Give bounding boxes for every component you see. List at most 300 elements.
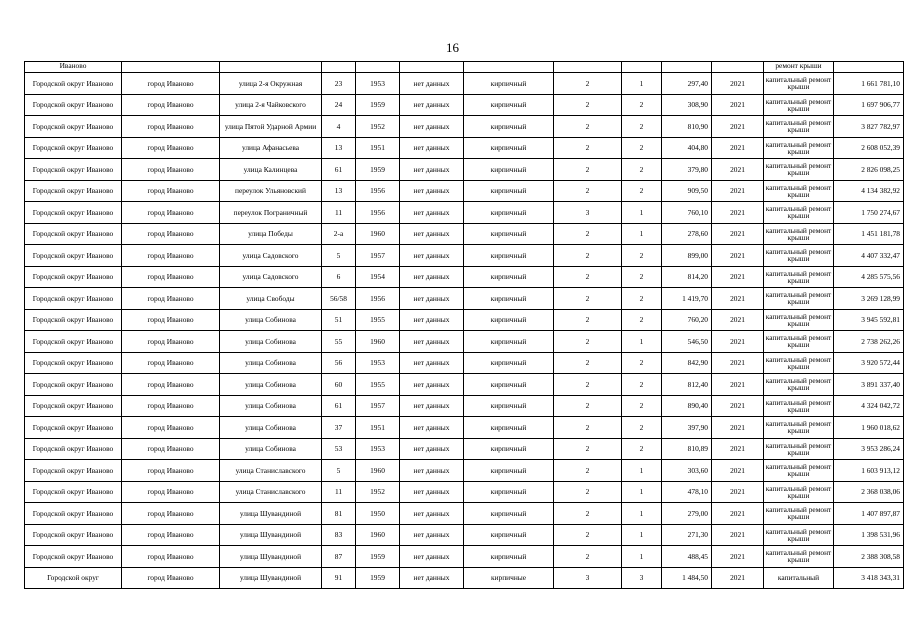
cell-cost: 1 750 274,67 — [834, 202, 904, 224]
cell-cost: 1 398 531,96 — [834, 524, 904, 546]
cell-repair: капитальный ремонт крыши — [764, 159, 834, 181]
cell-series: нет данных — [400, 352, 464, 374]
cell-repair: капитальный ремонт крыши — [764, 202, 834, 224]
cell-street: улица Станиславского — [220, 460, 322, 482]
cell-series: нет данных — [400, 438, 464, 460]
cell-city: город Иваново — [122, 417, 220, 439]
cell-street — [220, 62, 322, 73]
cell-wall: кирпичный — [464, 503, 554, 525]
table-row-continued — [25, 62, 904, 73]
cell-year: 1953 — [356, 438, 400, 460]
cell-repair: капитальный ремонт крыши — [764, 438, 834, 460]
table-row-last — [25, 567, 904, 589]
cell-year: 1960 — [356, 524, 400, 546]
cell-street: улица Шувандиной — [220, 546, 322, 568]
cell-city: город Иваново — [122, 374, 220, 396]
cell-city: город Иваново — [122, 116, 220, 138]
cell-cost: 2 388 308,58 — [834, 546, 904, 568]
cell-cost: 4 407 332,47 — [834, 245, 904, 267]
cell-repair: капитальный ремонт крыши — [764, 223, 834, 245]
cell-floors: 2 — [554, 331, 622, 353]
cell-plan-year: 2021 — [712, 137, 764, 159]
cell-house: 37 — [322, 417, 356, 439]
cell-city: город Иваново — [122, 94, 220, 116]
cell-street: улица 2-я Окружная — [220, 73, 322, 95]
cell-house: 5 — [322, 245, 356, 267]
cell-year: 1960 — [356, 331, 400, 353]
cell-district: Городской округ Иваново — [25, 245, 122, 267]
cell-series: нет данных — [400, 159, 464, 181]
cell-repair: капитальный ремонт крыши — [764, 331, 834, 353]
cell-year: 1959 — [356, 546, 400, 568]
cell-wall: кирпичный — [464, 309, 554, 331]
cell-cost: 3 418 343,31 — [834, 567, 904, 589]
cell-repair: капитальный ремонт крыши — [764, 245, 834, 267]
table-row — [25, 331, 904, 353]
table-row — [25, 159, 904, 181]
cell-district: Городской округ Иваново — [25, 417, 122, 439]
cell-year: 1959 — [356, 159, 400, 181]
cell-district: Городской округ — [25, 567, 122, 589]
cell-plan-year: 2021 — [712, 567, 764, 589]
cell-city: город Иваново — [122, 481, 220, 503]
cell-wall: кирпичный — [464, 481, 554, 503]
cell-house: 56 — [322, 352, 356, 374]
cell-district: Городской округ Иваново — [25, 180, 122, 202]
cell-area: 308,90 — [662, 94, 712, 116]
cell-wall: кирпичный — [464, 546, 554, 568]
cell-area: 760,20 — [662, 309, 712, 331]
cell-series: нет данных — [400, 546, 464, 568]
cell-cost: 4 134 382,92 — [834, 180, 904, 202]
cell-year: 1955 — [356, 374, 400, 396]
table-row — [25, 546, 904, 568]
cell-entrances: 1 — [622, 202, 662, 224]
cell-street: улица Свободы — [220, 288, 322, 310]
cell-house: 24 — [322, 94, 356, 116]
cell-district: Городской округ Иваново — [25, 503, 122, 525]
cell-plan-year: 2021 — [712, 417, 764, 439]
cell-house: 5 — [322, 460, 356, 482]
cell-floors: 2 — [554, 116, 622, 138]
cell-district: Городской округ Иваново — [25, 524, 122, 546]
cell-street: переулок Ульяновский — [220, 180, 322, 202]
cell-area: 271,30 — [662, 524, 712, 546]
cell-floors — [554, 62, 622, 73]
cell-entrances: 2 — [622, 374, 662, 396]
cell-district: Городской округ Иваново — [25, 309, 122, 331]
cell-city: город Иваново — [122, 395, 220, 417]
cell-street: улица Шувандиной — [220, 503, 322, 525]
cell-plan-year: 2021 — [712, 288, 764, 310]
cell-floors: 2 — [554, 546, 622, 568]
cell-area: 478,10 — [662, 481, 712, 503]
cell-series: нет данных — [400, 417, 464, 439]
cell-area: 842,90 — [662, 352, 712, 374]
cell-city: город Иваново — [122, 202, 220, 224]
cell-street: улица Собинова — [220, 352, 322, 374]
cell-floors: 3 — [554, 202, 622, 224]
cell-street: улица Шувандиной — [220, 567, 322, 589]
cell-district: Городской округ Иваново — [25, 481, 122, 503]
cell-series: нет данных — [400, 202, 464, 224]
cell-year: 1957 — [356, 245, 400, 267]
cell-repair: капитальный ремонт крыши — [764, 417, 834, 439]
cell-cost — [834, 62, 904, 73]
cell-series: нет данных — [400, 288, 464, 310]
cell-city: город Иваново — [122, 288, 220, 310]
cell-street: улица Собинова — [220, 395, 322, 417]
cell-entrances: 2 — [622, 288, 662, 310]
cell-house: 4 — [322, 116, 356, 138]
cell-street: улица Садовского — [220, 245, 322, 267]
cell-entrances: 2 — [622, 266, 662, 288]
cell-series: нет данных — [400, 73, 464, 95]
cell-repair: капитальный ремонт крыши — [764, 309, 834, 331]
cell-cost: 1 960 018,62 — [834, 417, 904, 439]
cell-plan-year: 2021 — [712, 352, 764, 374]
cell-entrances: 2 — [622, 94, 662, 116]
cell-entrances: 2 — [622, 395, 662, 417]
cell-series: нет данных — [400, 137, 464, 159]
cell-series: нет данных — [400, 331, 464, 353]
cell-floors: 2 — [554, 245, 622, 267]
cell-city: город Иваново — [122, 73, 220, 95]
cell-wall: кирпичный — [464, 352, 554, 374]
cell-series: нет данных — [400, 481, 464, 503]
cell-house: 56/58 — [322, 288, 356, 310]
cell-house: 23 — [322, 73, 356, 95]
cell-repair: капитальный ремонт крыши — [764, 395, 834, 417]
cell-repair: капитальный ремонт крыши — [764, 73, 834, 95]
table-row — [25, 137, 904, 159]
cell-wall: кирпичный — [464, 223, 554, 245]
cell-year: 1954 — [356, 266, 400, 288]
cell-wall: кирпичные — [464, 567, 554, 589]
cell-city: город Иваново — [122, 524, 220, 546]
cell-area: 812,40 — [662, 374, 712, 396]
cell-floors: 2 — [554, 309, 622, 331]
cell-street: улица Шувандиной — [220, 524, 322, 546]
cell-district: Городской округ Иваново — [25, 223, 122, 245]
cell-street: улица Калинцева — [220, 159, 322, 181]
cell-plan-year: 2021 — [712, 73, 764, 95]
table-row — [25, 503, 904, 525]
cell-wall: кирпичный — [464, 395, 554, 417]
cell-cost: 2 738 262,26 — [834, 331, 904, 353]
cell-cost: 3 891 337,40 — [834, 374, 904, 396]
cell-area — [662, 62, 712, 73]
cell-street: улица Станиславского — [220, 481, 322, 503]
cell-city: город Иваново — [122, 503, 220, 525]
cell-floors: 2 — [554, 159, 622, 181]
cell-district: Городской округ Иваново — [25, 374, 122, 396]
table-row — [25, 395, 904, 417]
cell-series: нет данных — [400, 567, 464, 589]
cell-wall: кирпичный — [464, 245, 554, 267]
cell-year: 1952 — [356, 481, 400, 503]
cell-year: 1957 — [356, 395, 400, 417]
cell-year: 1951 — [356, 417, 400, 439]
cell-entrances: 2 — [622, 159, 662, 181]
cell-wall: кирпичный — [464, 288, 554, 310]
cell-area: 379,80 — [662, 159, 712, 181]
cell-floors: 2 — [554, 460, 622, 482]
cell-area: 810,90 — [662, 116, 712, 138]
cell-district: Городской округ Иваново — [25, 331, 122, 353]
cell-series: нет данных — [400, 503, 464, 525]
cell-city: город Иваново — [122, 159, 220, 181]
cell-year: 1951 — [356, 137, 400, 159]
cell-wall: кирпичный — [464, 331, 554, 353]
table-row — [25, 374, 904, 396]
table-row — [25, 288, 904, 310]
table-row — [25, 460, 904, 482]
cell-floors: 2 — [554, 438, 622, 460]
cell-repair: капитальный ремонт крыши — [764, 524, 834, 546]
cell-plan-year: 2021 — [712, 481, 764, 503]
cell-city: город Иваново — [122, 460, 220, 482]
table-row — [25, 266, 904, 288]
cell-cost: 3 920 572,44 — [834, 352, 904, 374]
cell-repair: капитальный ремонт крыши — [764, 266, 834, 288]
cell-plan-year: 2021 — [712, 374, 764, 396]
cell-house: 55 — [322, 331, 356, 353]
cell-floors: 2 — [554, 503, 622, 525]
cell-district: Городской округ Иваново — [25, 460, 122, 482]
cell-series: нет данных — [400, 374, 464, 396]
cell-entrances: 1 — [622, 460, 662, 482]
cell-cost: 3 269 128,99 — [834, 288, 904, 310]
cell-plan-year: 2021 — [712, 94, 764, 116]
cell-plan-year: 2021 — [712, 202, 764, 224]
cell-street: улица Пятой Ударной Армии — [220, 116, 322, 138]
cell-street: улица Собинова — [220, 417, 322, 439]
cell-wall: кирпичный — [464, 374, 554, 396]
cell-entrances: 2 — [622, 116, 662, 138]
cell-city: город Иваново — [122, 309, 220, 331]
cell-plan-year: 2021 — [712, 331, 764, 353]
cell-repair: капитальный ремонт крыши — [764, 180, 834, 202]
cell-area: 546,50 — [662, 331, 712, 353]
cell-repair: капитальный ремонт крыши — [764, 94, 834, 116]
cell-cost: 3 953 286,24 — [834, 438, 904, 460]
cell-year: 1959 — [356, 94, 400, 116]
table-row — [25, 524, 904, 546]
cell-series: нет данных — [400, 180, 464, 202]
cell-floors: 3 — [554, 567, 622, 589]
cell-district: Городской округ Иваново — [25, 116, 122, 138]
cell-wall: кирпичный — [464, 460, 554, 482]
cell-area: 397,90 — [662, 417, 712, 439]
cell-plan-year: 2021 — [712, 438, 764, 460]
cell-repair: капитальный ремонт крыши — [764, 546, 834, 568]
cell-year: 1956 — [356, 288, 400, 310]
cell-year: 1960 — [356, 223, 400, 245]
table-row — [25, 180, 904, 202]
cell-street: улица Собинова — [220, 374, 322, 396]
cell-plan-year: 2021 — [712, 309, 764, 331]
cell-street: улица Садовского — [220, 266, 322, 288]
cell-house: 61 — [322, 395, 356, 417]
cell-street: улица Победы — [220, 223, 322, 245]
cell-floors: 2 — [554, 288, 622, 310]
cell-series: нет данных — [400, 94, 464, 116]
cell-area: 810,89 — [662, 438, 712, 460]
cell-series: нет данных — [400, 309, 464, 331]
cell-plan-year: 2021 — [712, 223, 764, 245]
cell-street: улица Собинова — [220, 331, 322, 353]
cell-cost: 1 451 181,78 — [834, 223, 904, 245]
cell-floors: 2 — [554, 137, 622, 159]
cell-cost: 4 285 575,56 — [834, 266, 904, 288]
cell-year: 1960 — [356, 460, 400, 482]
cell-entrances: 2 — [622, 245, 662, 267]
cell-cost: 2 608 052,39 — [834, 137, 904, 159]
cell-series — [400, 62, 464, 73]
cell-house: 13 — [322, 137, 356, 159]
cell-entrances: 1 — [622, 503, 662, 525]
cell-city: город Иваново — [122, 352, 220, 374]
cell-repair: капитальный ремонт крыши — [764, 374, 834, 396]
cell-plan-year: 2021 — [712, 180, 764, 202]
cell-series: нет данных — [400, 524, 464, 546]
cell-entrances: 2 — [622, 417, 662, 439]
cell-house: 83 — [322, 524, 356, 546]
cell-wall: кирпичный — [464, 159, 554, 181]
cell-plan-year: 2021 — [712, 159, 764, 181]
cell-city: город Иваново — [122, 546, 220, 568]
cell-wall: кирпичный — [464, 438, 554, 460]
cell-plan-year: 2021 — [712, 266, 764, 288]
cell-cost: 4 324 042,72 — [834, 395, 904, 417]
cell-cost: 2 368 038,06 — [834, 481, 904, 503]
cell-district: Городской округ Иваново — [25, 546, 122, 568]
cell-street: улица Собинова — [220, 438, 322, 460]
cell-city: город Иваново — [122, 438, 220, 460]
table-row — [25, 309, 904, 331]
cell-year: 1956 — [356, 180, 400, 202]
cell-entrances: 1 — [622, 73, 662, 95]
cell-year: 1959 — [356, 567, 400, 589]
cell-area: 1 484,50 — [662, 567, 712, 589]
cell-house: 13 — [322, 180, 356, 202]
table-row — [25, 73, 904, 95]
cell-area: 890,40 — [662, 395, 712, 417]
cell-floors: 2 — [554, 374, 622, 396]
cell-cost: 1 603 913,12 — [834, 460, 904, 482]
cell-wall: кирпичный — [464, 137, 554, 159]
cell-series: нет данных — [400, 245, 464, 267]
cell-floors: 2 — [554, 524, 622, 546]
cell-year: 1952 — [356, 116, 400, 138]
cell-wall: кирпичный — [464, 73, 554, 95]
cell-wall: кирпичный — [464, 180, 554, 202]
cell-floors: 2 — [554, 352, 622, 374]
table-row — [25, 202, 904, 224]
cell-area: 488,45 — [662, 546, 712, 568]
cell-series: нет данных — [400, 223, 464, 245]
table-row — [25, 438, 904, 460]
cell-year: 1950 — [356, 503, 400, 525]
cell-wall — [464, 62, 554, 73]
cell-city: город Иваново — [122, 567, 220, 589]
cell-area: 899,00 — [662, 245, 712, 267]
cell-entrances: 2 — [622, 352, 662, 374]
cell-house: 60 — [322, 374, 356, 396]
cell-cost: 1 697 906,77 — [834, 94, 904, 116]
cell-area: 404,80 — [662, 137, 712, 159]
cell-cost: 3 945 592,81 — [834, 309, 904, 331]
cell-city: город Иваново — [122, 245, 220, 267]
cell-floors: 2 — [554, 481, 622, 503]
cell-area: 278,60 — [662, 223, 712, 245]
cell-wall: кирпичный — [464, 524, 554, 546]
cell-plan-year — [712, 62, 764, 73]
cell-plan-year: 2021 — [712, 245, 764, 267]
cell-series: нет данных — [400, 460, 464, 482]
cell-repair: капитальный ремонт крыши — [764, 288, 834, 310]
cell-year: 1956 — [356, 202, 400, 224]
cell-house — [322, 62, 356, 73]
cell-cost: 2 826 098,25 — [834, 159, 904, 181]
table-row — [25, 245, 904, 267]
cell-city: город Иваново — [122, 223, 220, 245]
cell-area: 909,50 — [662, 180, 712, 202]
cell-repair: капитальный ремонт крыши — [764, 352, 834, 374]
cell-house: 87 — [322, 546, 356, 568]
cell-year: 1953 — [356, 73, 400, 95]
cell-entrances: 1 — [622, 546, 662, 568]
cell-house: 91 — [322, 567, 356, 589]
cell-year — [356, 62, 400, 73]
cell-street: улица 2-я Чайковского — [220, 94, 322, 116]
cell-house: 81 — [322, 503, 356, 525]
cell-wall: кирпичный — [464, 202, 554, 224]
cell-entrances: 3 — [622, 567, 662, 589]
cell-repair: капитальный ремонт крыши — [764, 503, 834, 525]
cell-entrances: 2 — [622, 309, 662, 331]
cell-plan-year: 2021 — [712, 395, 764, 417]
cell-year: 1955 — [356, 309, 400, 331]
cell-city: город Иваново — [122, 137, 220, 159]
cell-plan-year: 2021 — [712, 503, 764, 525]
cell-district: Городской округ Иваново — [25, 288, 122, 310]
cell-house: 51 — [322, 309, 356, 331]
cell-street: переулок Пограничный — [220, 202, 322, 224]
cell-wall: кирпичный — [464, 94, 554, 116]
table-row — [25, 481, 904, 503]
cell-city — [122, 62, 220, 73]
cell-floors: 2 — [554, 223, 622, 245]
cell-year: 1953 — [356, 352, 400, 374]
cell-plan-year: 2021 — [712, 524, 764, 546]
cell-cost: 1 407 897,87 — [834, 503, 904, 525]
cell-repair: капитальный ремонт крыши — [764, 137, 834, 159]
cell-series: нет данных — [400, 116, 464, 138]
cell-area: 303,60 — [662, 460, 712, 482]
table-row — [25, 352, 904, 374]
cell-plan-year: 2021 — [712, 460, 764, 482]
cell-area: 760,10 — [662, 202, 712, 224]
table-row — [25, 116, 904, 138]
cell-district: Городской округ Иваново — [25, 266, 122, 288]
cell-cost: 1 661 781,10 — [834, 73, 904, 95]
cell-area: 814,20 — [662, 266, 712, 288]
cell-plan-year: 2021 — [712, 116, 764, 138]
cell-city: город Иваново — [122, 266, 220, 288]
cell-repair: капитальный — [764, 567, 834, 589]
